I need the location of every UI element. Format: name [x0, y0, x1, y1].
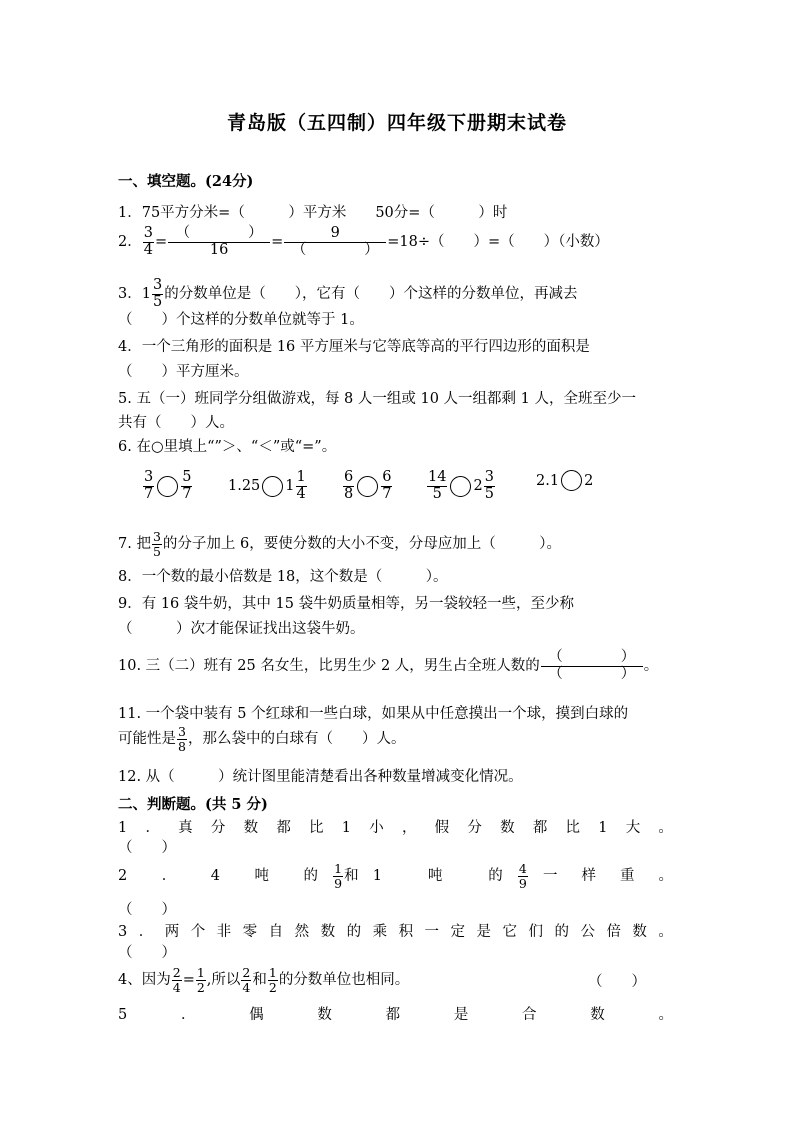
justified-char: 数 [590, 1007, 605, 1023]
answer-circle[interactable] [357, 476, 378, 497]
comparison-1: $\frac{3}{7}$ $\frac{5}{7}$ [144, 469, 192, 502]
justified-char: 是 [476, 924, 492, 940]
judge-3-answer[interactable]: （ ） [118, 945, 176, 961]
justified-char: 比 [565, 820, 581, 836]
justified-char: 数 [500, 820, 515, 836]
answer-circle[interactable] [157, 476, 178, 497]
justified-char: 1 [372, 868, 382, 884]
question-7: 7. 把 $\frac{3}{5}$ 的分子加上 6，要使分数的大小不变，分母应加上（ ）。 [118, 529, 561, 559]
justified-char: ， [401, 820, 417, 836]
justified-char: 它 [502, 924, 517, 940]
question-1: 1．75平方分米=（ ）平方米 50分=（ ）时 [118, 205, 508, 221]
justified-char: 偶 [249, 1007, 264, 1023]
justified-char: 比 [309, 820, 324, 836]
justified-char: 。 [658, 868, 673, 884]
justified-char: 真 [178, 820, 193, 836]
justified-char: 吨 [427, 868, 443, 884]
justified-char: 的 [346, 924, 362, 940]
justified-char: 数 [632, 924, 647, 940]
question-5: 5. 五（一）班同学分组做游戏，每 8 人一组或 10 人一组都剩 1 人，全班至少一 [118, 391, 636, 407]
justified-char: 1 [118, 820, 128, 836]
answer-circle[interactable] [561, 470, 582, 491]
q2-suffix: =18÷（ ）=（ ）（小数） [387, 234, 609, 251]
justified-char: ． [161, 868, 177, 884]
judge-4-answer[interactable]: （ ） [588, 974, 646, 990]
question-4: 4．一个三角形的面积是 16 平方厘米与它等底等高的平行四边形的面积是 [118, 339, 590, 355]
fraction-blank: $\frac{( )}{( )}$ [541, 650, 643, 682]
justified-char: 合 [522, 1007, 537, 1023]
justified-char: 4 [210, 868, 220, 884]
comparison-5: 2.1 2 [536, 470, 593, 491]
justified-char: 是 [453, 1007, 469, 1023]
section-2-heading: 二、判断题。(共 5 分) [118, 796, 268, 813]
justified-char: 定 [450, 924, 466, 940]
justified-char: 样 [581, 868, 596, 884]
justified-char: 的 [554, 924, 569, 940]
justified-char: 零 [242, 924, 258, 940]
justified-char: 们 [528, 924, 543, 940]
section-1-heading: 一、填空题。(24分) [118, 173, 254, 190]
justified-char: 一 [542, 868, 558, 884]
justified-char: 。 [658, 1007, 673, 1023]
justified-char: 5 [118, 1007, 128, 1023]
justified-char: 公 [580, 924, 595, 940]
question-4-line-2: （ ）平方厘米。 [118, 364, 249, 380]
justified-char: ． [138, 924, 154, 940]
page-title: 青岛版（五四制）四年级下册期末试卷 [226, 112, 567, 134]
judge-4: 4、因为 $\frac{2}{4}$ = $\frac{1}{2}$ ,所以 $\frac{2}{4}$ 和 $\frac{1}{2}$ 的分数单位也相同。 [118, 965, 410, 995]
fraction: $\frac{4}{9}$ [518, 861, 527, 891]
justified-char: 的 [303, 868, 318, 884]
question-6: 6. 在○里填上“”＞、“＜”或“=”。 [118, 439, 337, 455]
justified-char: 1 [341, 820, 351, 836]
justified-char: 然 [294, 924, 310, 940]
justified-char: 2 [118, 868, 128, 884]
fraction-blank: $\frac{( )}{16}$ [168, 226, 270, 258]
justified-char: ． [180, 1007, 196, 1023]
justified-char: 数 [317, 1007, 332, 1023]
justified-char: 积 [398, 924, 414, 940]
question-2: 2． $\frac{3}{4}$ = $\frac{( )}{16}$ = $\frac{9}{( )}$ =18÷（ ）=（ ）（小数） [118, 225, 609, 258]
question-3-line-2: （ ）个这样的分数单位就等于 1。 [118, 312, 364, 328]
comparison-3: $\frac{6}{8}$ $\frac{6}{7}$ [344, 469, 392, 502]
question-10: 10. 三（二）班有 25 名女生，比男生少 2 人，男生占全班人数的 $\frac{( )}{( )}$ 。 [118, 649, 659, 682]
justified-char: 重 [619, 868, 635, 884]
justified-char: 数 [243, 820, 259, 836]
answer-circle[interactable] [262, 476, 283, 497]
comparison-4: $\frac{14}{5}$ 2 $\frac{3}{5}$ [428, 469, 494, 502]
justified-char: 的 [488, 868, 503, 884]
question-11: 11. 一个袋中装有 5 个红球和一些白球，如果从中任意摸出一个球，摸到白球的 [118, 706, 629, 722]
judge-2-answer[interactable]: （ ） [118, 902, 176, 918]
justified-char: 1 [598, 820, 608, 836]
justified-char: 小 [369, 820, 384, 836]
justified-char: 分 [210, 820, 226, 836]
justified-char: 一 [424, 924, 440, 940]
justified-char: ． [145, 820, 160, 836]
judge-1 [118, 818, 673, 838]
judge-2: 2 ． 4 吨 的 $\frac{1}{9}$ 和 1 吨 的 $\frac{4}{9}$ 一 样 重 。 [118, 861, 673, 891]
question-11-line-2: 可能性是 $\frac{3}{8}$ ，那么袋中的白球有（ ）人。 [118, 724, 406, 754]
judge-5 [118, 1005, 673, 1025]
answer-circle[interactable] [450, 476, 471, 497]
justified-char: 都 [532, 820, 548, 836]
question-8: 8．一个数的最小倍数是 18，这个数是（ ）。 [118, 569, 448, 585]
fraction: $\frac{3}{4}$ [143, 225, 153, 258]
justified-char: 都 [276, 820, 291, 836]
justified-char: 乘 [372, 924, 388, 940]
question-5-line-2: 共有（ ）人。 [118, 415, 234, 431]
justified-char: 大 [625, 820, 641, 836]
justified-char: 两 [164, 924, 180, 940]
justified-char: 都 [385, 1007, 401, 1023]
fraction-blank: $\frac{9}{( )}$ [284, 226, 386, 258]
judge-3 [118, 922, 673, 942]
justified-char: 吨 [254, 868, 269, 884]
justified-char: 非 [216, 924, 232, 940]
question-3: 3． 1 $\frac{3}{5}$ 的分数单位是（ ），它有（ ）个这样的分数单位，再减去 [118, 277, 578, 310]
justified-char: 个 [190, 924, 206, 940]
justified-char: 假 [434, 820, 450, 836]
question-9-line-2: （ ）次才能保证找出这袋牛奶。 [118, 621, 365, 637]
fraction: $\frac{1}{9}$ [334, 861, 343, 891]
question-12: 12. 从（ ）统计图里能清楚看出各种数量增减变化情况。 [118, 769, 523, 785]
comparison-2: 1.25 1 $\frac{1}{4}$ [228, 469, 306, 502]
q2-prefix: 2． [118, 234, 142, 251]
justified-char: 3 [118, 924, 128, 940]
justified-char: 数 [320, 924, 336, 940]
justified-char: 自 [268, 924, 284, 940]
question-9: 9．有 16 袋牛奶，其中 15 袋牛奶质量相等，另一袋较轻一些，至少称 [118, 596, 575, 612]
justified-char: 倍 [606, 924, 621, 940]
justified-char: 分 [467, 820, 482, 836]
mixed-number: 1 $\frac{3}{5}$ [141, 277, 163, 310]
justified-char: 。 [658, 820, 673, 836]
judge-1-answer[interactable]: （ ） [118, 840, 176, 856]
justified-char: 。 [658, 924, 673, 940]
